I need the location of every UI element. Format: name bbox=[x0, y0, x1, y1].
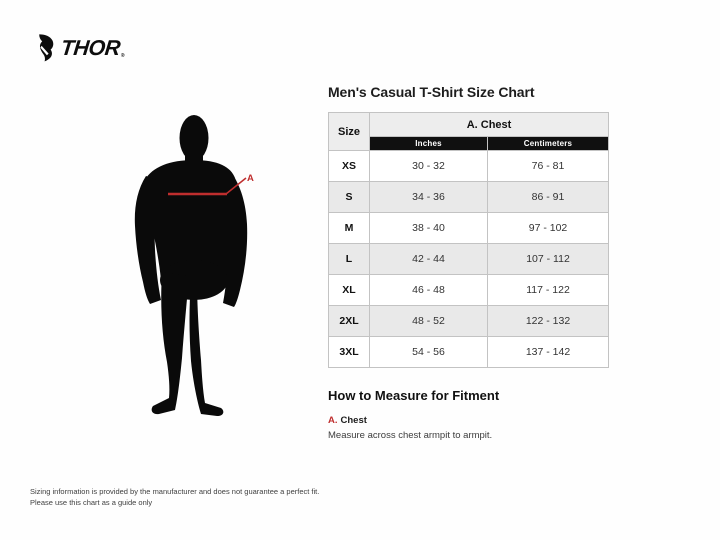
inches-value: 30 - 32 bbox=[370, 151, 488, 182]
measure-section-heading: How to Measure for Fitment bbox=[328, 388, 500, 403]
inches-value: 46 - 48 bbox=[370, 275, 488, 306]
header-size: Size bbox=[329, 113, 370, 151]
header-chest-group: A. Chest bbox=[370, 113, 609, 137]
size-label: 2XL bbox=[329, 306, 370, 337]
centimeters-value: 117 - 122 bbox=[488, 275, 609, 306]
table-row bbox=[329, 182, 609, 213]
disclaimer bbox=[30, 487, 319, 508]
goat-head-icon bbox=[36, 34, 58, 62]
chart-panel bbox=[328, 84, 608, 442]
disclaimer-line-2: Please use this chart as a guide only bbox=[30, 497, 153, 507]
size-label: L bbox=[329, 244, 370, 275]
centimeters-value: 76 - 81 bbox=[488, 151, 609, 182]
measure-name: Chest bbox=[340, 415, 367, 426]
centimeters-value: 97 - 102 bbox=[488, 213, 609, 244]
trademark-symbol: ® bbox=[120, 53, 125, 59]
measure-key: A. bbox=[328, 415, 338, 426]
thor-logo bbox=[36, 34, 125, 62]
inches-value: 54 - 56 bbox=[370, 337, 488, 368]
centimeters-value: 86 - 91 bbox=[488, 182, 609, 213]
table-row bbox=[329, 244, 609, 275]
measure-item-chest bbox=[328, 413, 608, 442]
measure-description: Measure across chest armpit to armpit. bbox=[328, 430, 493, 441]
inches-value: 48 - 52 bbox=[370, 306, 488, 337]
header-centimeters: Centimeters bbox=[488, 137, 609, 151]
table-row bbox=[329, 337, 609, 368]
centimeters-value: 122 - 132 bbox=[488, 306, 609, 337]
header-inches: Inches bbox=[370, 137, 488, 151]
size-label: M bbox=[329, 213, 370, 244]
size-label: XS bbox=[329, 151, 370, 182]
size-label: XL bbox=[329, 275, 370, 306]
inches-value: 38 - 40 bbox=[370, 213, 488, 244]
size-label: S bbox=[329, 182, 370, 213]
inches-value: 34 - 36 bbox=[370, 182, 488, 213]
size-label: 3XL bbox=[329, 337, 370, 368]
table-row bbox=[329, 151, 609, 182]
disclaimer-line-1: Sizing information is provided by the manufacturer and does not guarantee a perfect fit. bbox=[30, 487, 320, 496]
male-silhouette-figure bbox=[130, 110, 266, 422]
table-row bbox=[329, 213, 609, 244]
page-title: Men's Casual T-Shirt Size Chart bbox=[328, 84, 535, 100]
inches-value: 42 - 44 bbox=[370, 244, 488, 275]
table-row bbox=[329, 306, 609, 337]
centimeters-value: 137 - 142 bbox=[488, 337, 609, 368]
chest-marker-label: A bbox=[247, 173, 254, 184]
table-row bbox=[329, 275, 609, 306]
size-chart-table bbox=[328, 112, 609, 368]
male-silhouette bbox=[135, 115, 247, 416]
brand-wordmark: THOR bbox=[59, 36, 122, 60]
centimeters-value: 107 - 112 bbox=[488, 244, 609, 275]
